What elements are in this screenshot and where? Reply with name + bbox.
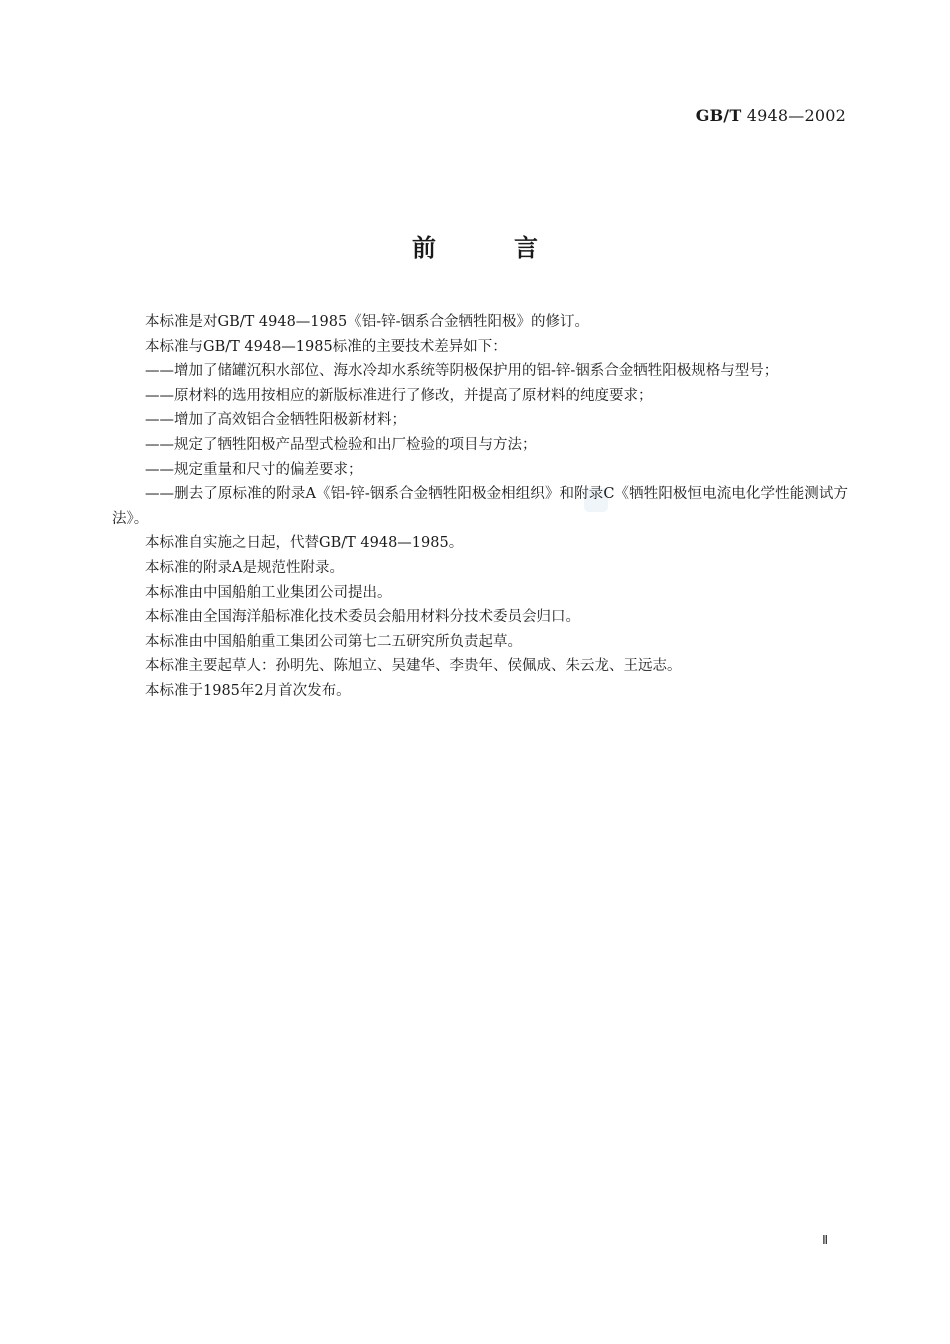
standard-number [696,106,846,125]
list-item: ——规定重量和尺寸的偏差要求； [145,461,363,478]
page-title [0,228,950,263]
paragraph: 本标准是对GB/T 4948—1985《铝-锌-铟系合金牺牲阳极》的修订。 [145,314,590,330]
standard-code: 4948—2002 [746,106,846,125]
paragraph: 本标准自实施之日起，代替GB/T 4948—1985。 [145,535,464,552]
page-number: Ⅱ [822,1233,828,1247]
paragraph: 本标准于1985年2月首次发布。 [145,682,351,699]
foreword-body [112,310,848,704]
title-char-2: 言 [514,233,538,262]
paragraph: 本标准由全国海洋船标准化技术委员会船用材料分技术委员会归口。 [145,609,580,626]
list-item: ——规定了牺牲阳极产品型式检验和出厂检验的项目与方法； [145,436,537,453]
list-item: ——原材料的选用按相应的新版标准进行了修改，并提高了原材料的纯度要求； [145,387,653,404]
paragraph: 本标准与GB/T 4948—1985标准的主要技术差异如下： [145,338,507,355]
paragraph: 本标准由中国船舶重工集团公司第七二五研究所负责起草。 [145,633,522,650]
title-char-1: 前 [412,233,436,262]
paragraph: 本标准主要起草人：孙明先、陈旭立、吴建华、李贵年、侯佩成、朱云龙、王远志。 [145,658,682,675]
list-item: ——删去了原标准的附录A《铝-锌-铟系合金牺牲阳极金相组织》和附录C《牺牲阳极恒电流电化学性能测试方法》。 [112,486,848,527]
list-item: ——增加了高效铝合金牺牲阳极新材料； [145,412,406,429]
paragraph: 本标准的附录A是规范性附录。 [145,559,344,576]
standard-prefix: GB/T [695,106,742,125]
paragraph: 本标准由中国船舶工业集团公司提出。 [145,584,392,601]
list-item: ——增加了储罐沉积水部位、海水冷却水系统等阴极保护用的铝-锌-铟系合金牺牲阳极规格与型号； [145,363,779,380]
